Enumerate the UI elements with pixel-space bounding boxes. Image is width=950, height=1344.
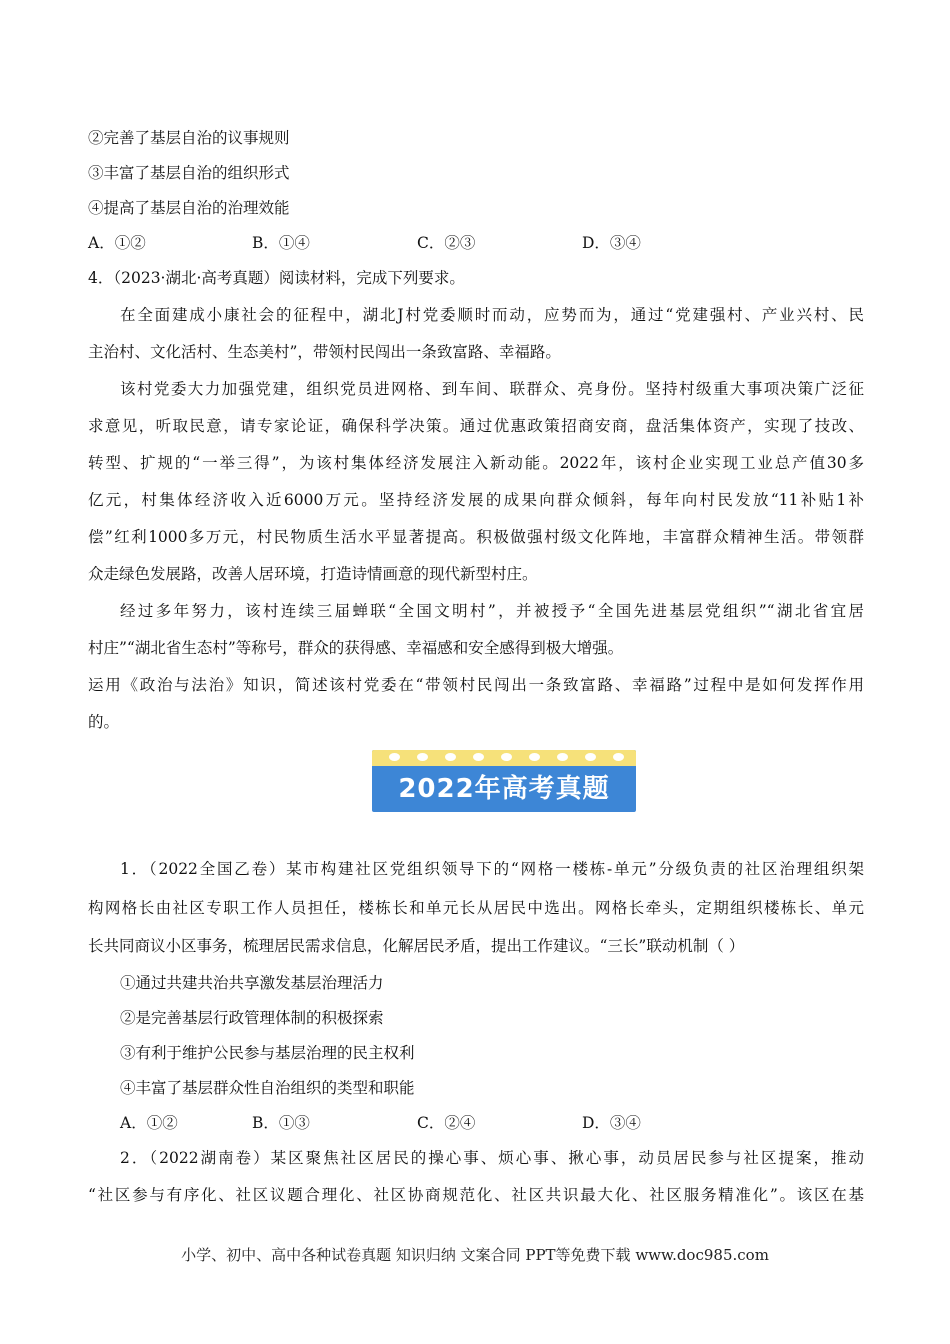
- option-c: C．②④: [417, 1114, 476, 1132]
- option-a: A．①②: [120, 1114, 178, 1132]
- statement: ②完善了基层自治的议事规则: [88, 129, 290, 147]
- option-a: A．①②: [88, 234, 146, 252]
- banner-dot: [529, 753, 540, 761]
- banner-dot: [473, 753, 484, 761]
- page-footer: 小学、初中、高中各种试卷真题 知识归纳 文案合同 PPT等免费下载 www.doc985.com: [181, 1246, 769, 1264]
- question-stem: 1．（2022全国乙卷）某市构建社区党组织领导下的“网格一楼栋-单元”分级负责的社区治理组织架: [120, 860, 864, 878]
- banner-dot: [557, 753, 568, 761]
- statement: ②是完善基层行政管理体制的积极探索: [120, 1009, 384, 1027]
- statement: ④提高了基层自治的治理效能: [88, 199, 290, 217]
- banner-dot: [389, 753, 400, 761]
- question-stem: 长共同商议小区事务，梳理居民需求信息，化解居民矛盾，提出工作建议。“三长”联动机制（ ）: [88, 937, 745, 955]
- material-line: 该村党委大力加强党建，组织党员进网格、到车间、联群众、亮身份。坚持村级重大事项决策广泛征: [120, 380, 864, 398]
- material-line: 求意见，听取民意，请专家论证，确保科学决策。通过优惠政策招商安商，盘活集体资产，实现了技改、: [88, 417, 864, 435]
- statement: ④丰富了基层群众性自治组织的类型和职能: [120, 1079, 415, 1097]
- statement: ①通过共建共治共享激发基层治理活力: [120, 974, 384, 992]
- option-c: C．②③: [417, 234, 476, 252]
- question-stem: “社区参与有序化、社区议题合理化、社区协商规范化、社区共识最大化、社区服务精准化”。该区在基: [88, 1186, 864, 1204]
- statement: ③有利于维护公民参与基层治理的民主权利: [120, 1044, 415, 1062]
- banner-dot: [501, 753, 512, 761]
- material-line: 村庄”“湖北省生态村”等称号，群众的获得感、幸福感和安全感得到极大增强。: [88, 639, 624, 657]
- banner-dot-strip: [372, 750, 636, 766]
- question-header: 4．（2023·湖北·高考真题）阅读材料，完成下列要求。: [88, 269, 465, 287]
- option-d: D．③④: [582, 1114, 641, 1132]
- material-line: 亿元，村集体经济收入近6000万元。坚持经济发展的成果向群众倾斜，每年向村民发放“11补贴1补: [88, 491, 864, 509]
- material-line: 在全面建成小康社会的征程中，湖北J村党委顺时而动，应势而为，通过“党建强村、产业兴村、民: [120, 306, 864, 324]
- option-b: B．①③: [252, 1114, 310, 1132]
- material-line: 转型、扩规的“一举三得”，为该村集体经济发展注入新动能。2022年，该村企业实现工业总产值30多: [88, 454, 864, 472]
- material-line: 主治村、文化活村、生态美村”，带领村民闯出一条致富路、幸福路。: [88, 343, 561, 361]
- material-line: 经过多年努力，该村连续三届蝉联“全国文明村”，并被授予“全国先进基层党组织”“湖北省宜居: [120, 602, 864, 620]
- question-stem: 2．（2022湖南卷）某区聚焦社区居民的操心事、烦心事、揪心事，动员居民参与社区提案，推动: [120, 1149, 864, 1167]
- option-d: D．③④: [582, 234, 641, 252]
- question-stem: 构网格长由社区专职工作人员担任，楼栋长和单元长从居民中选出。网格长牵头，定期组织楼栋长、单元: [88, 899, 864, 917]
- statement: ③丰富了基层自治的组织形式: [88, 164, 290, 182]
- banner-dot: [445, 753, 456, 761]
- banner-dot: [585, 753, 596, 761]
- section-banner: [372, 750, 636, 812]
- option-b: B．①④: [252, 234, 310, 252]
- section-title: 2022年高考真题: [398, 774, 610, 804]
- banner-dot: [613, 753, 624, 761]
- banner-dot: [417, 753, 428, 761]
- material-line: 偿”红利1000多万元，村民物质生活水平显著提高。积极做强村级文化阵地，丰富群众精神生活。带领群: [88, 528, 864, 546]
- material-line: 众走绿色发展路，改善人居环境，打造诗情画意的现代新型村庄。: [88, 565, 538, 583]
- question-prompt: 的。: [88, 713, 120, 731]
- question-prompt: 运用《政治与法治》知识，简述该村党委在“带领村民闯出一条致富路、幸福路”过程中是如何发挥作用: [88, 676, 864, 694]
